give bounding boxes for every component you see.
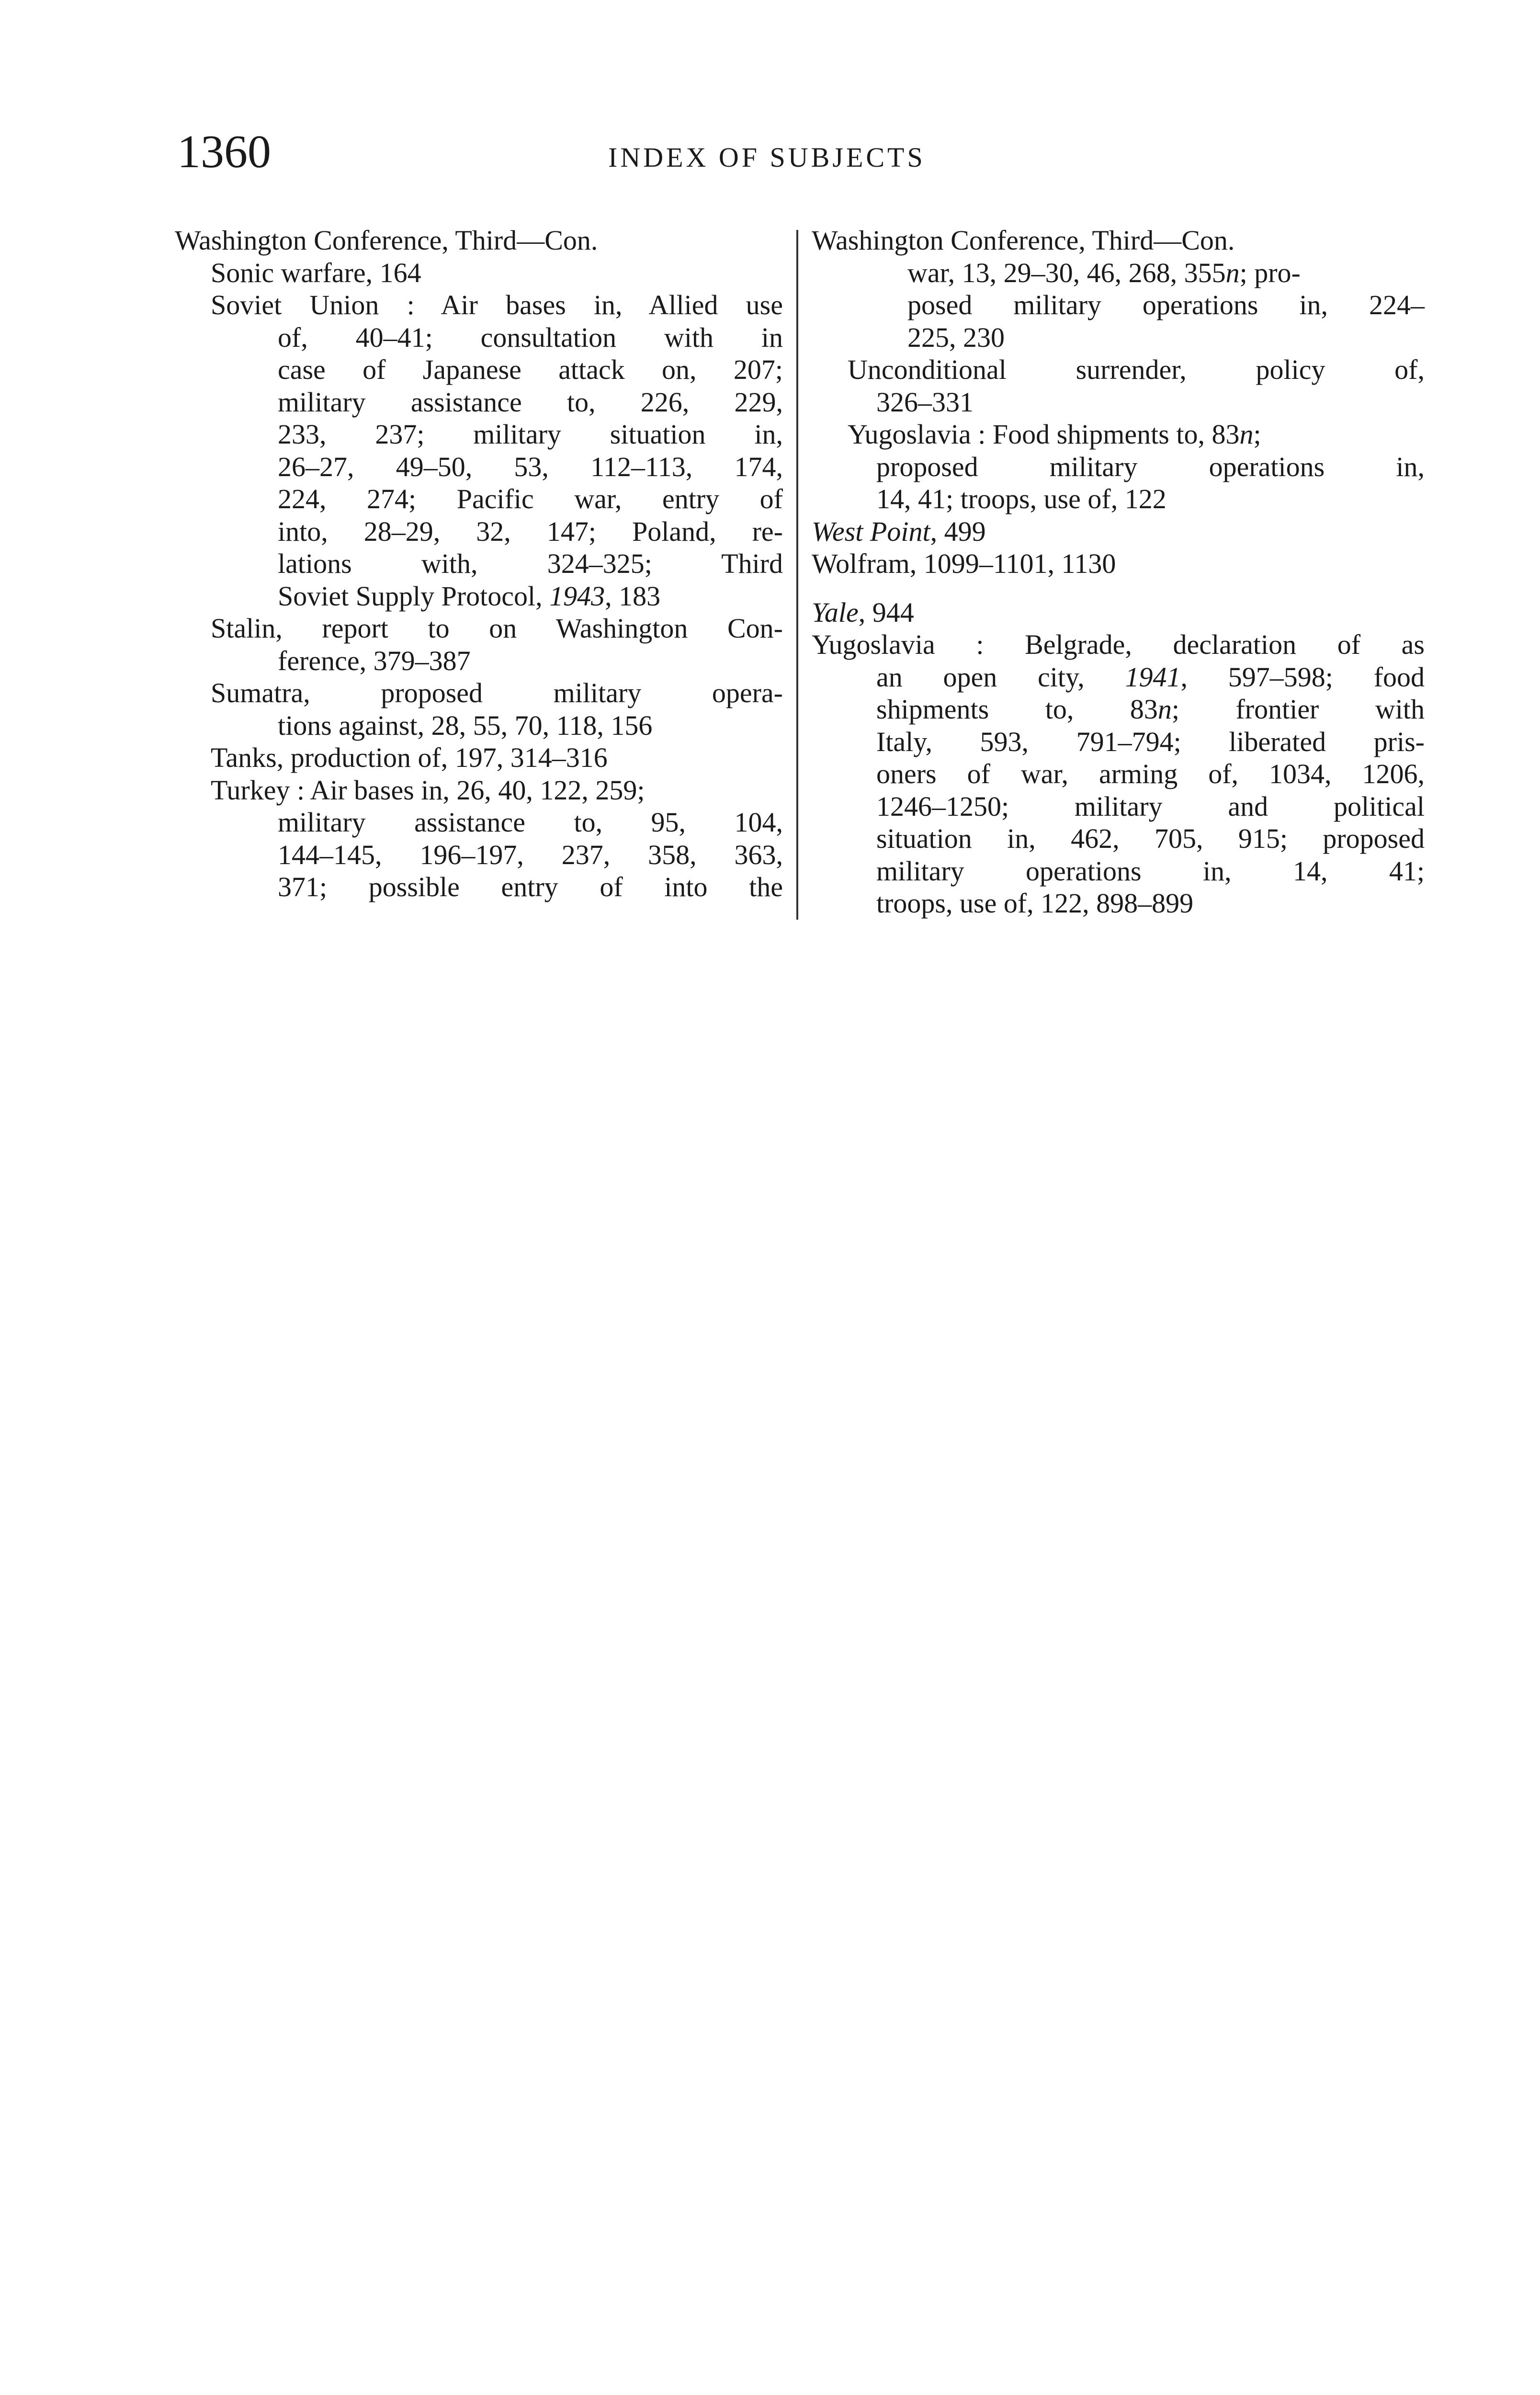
note-marker-italic: n [1239,419,1254,450]
entry-text: ; pro- [1239,257,1301,288]
index-entry-sumatra: Sumatra, proposed military opera- [211,677,783,708]
index-entry-continuation: military assistance to, 226, 229, [278,386,783,418]
index-entry-continuation: military operations in, 14, 41; [876,855,1425,887]
index-entry-continuation: lations with, 324–325; Third [278,548,783,579]
index-entry-continuation: posed military operations in, 224– [907,289,1425,320]
index-entry-yugoslavia: Yugoslavia : Belgrade, declaration of as [812,629,1425,660]
index-entry-tanks: Tanks, production of, 197, 314–316 [211,742,608,773]
index-entry-continuation: 224, 274; Pacific war, entry of [278,483,783,514]
index-entry-continuation: proposed military operations in, [876,451,1425,482]
index-entry-west-point [812,515,1425,548]
index-entry-continuation: military assistance to, 95, 104, [278,807,783,838]
column-heading: Washington Conference, Third—Con. [175,225,598,256]
entry-text: , 499 [930,515,986,547]
index-entry-continuation: 1246–1250; military and political [876,790,1425,822]
entry-text: ; [1253,419,1261,450]
index-entry-continuation: oners of war, arming of, 1034, 1206, [876,758,1425,789]
index-entry-sonic-warfare: Sonic warfare, 164 [211,257,421,288]
page-number: 1360 [177,126,271,178]
index-entry-continuation: 26–27, 49–50, 53, 112–113, 174, [278,451,783,482]
note-marker-italic: n [1157,694,1172,725]
index-entry-continuation [812,661,1425,694]
index-entry-unconditional-surrender: Unconditional surrender, policy of, [848,354,1425,385]
index-entry-continuation: Italy, 593, 791–794; liberated pris- [876,726,1425,757]
index-entry-soviet-union: Soviet Union : Air bases in, Allied use [211,289,783,320]
index-entry-continuation: 14, 41; troops, use of, 122 [876,483,1166,514]
note-marker-italic: n [1225,257,1240,288]
entry-text: Soviet Supply Protocol, [278,580,543,612]
entry-year-italic: 1941 [1125,661,1181,693]
index-entry-continuation [812,693,1425,726]
index-entry-continuation: 371; possible entry of into the [278,871,783,902]
index-entry-continuation: troops, use of, 122, 898–899 [876,888,1194,919]
index-entry-wolfram: Wolfram, 1099–1101, 1130 [812,548,1116,579]
index-entry-continuation [812,257,1425,289]
index-entry-continuation: 225, 230 [907,321,1005,353]
index-entry-continuation: situation in, 462, 705, 915; proposed [876,823,1425,854]
index-entry-continuation: 144–145, 196–197, 237, 358, 363, [278,839,783,870]
index-entry-continuation [175,580,783,613]
index-entry-continuation: ference, 379–387 [278,645,471,676]
index-entry-continuation: 326–331 [876,386,974,418]
index-entry-yale [812,596,1425,629]
running-head: INDEX OF SUBJECTS [608,142,926,173]
column-divider [796,230,798,920]
entry-year-italic: 1943 [549,580,605,612]
index-entry-continuation: case of Japanese attack on, 207; [278,354,783,385]
entry-text: , 183 [605,580,661,612]
index-entry-turkey: Turkey : Air bases in, 26, 40, 122, 259; [211,774,645,806]
entry-text: , 944 [858,596,914,628]
index-entry-continuation: 233, 237; military situation in, [278,419,783,450]
entry-text: ; frontier with [1171,694,1425,725]
entry-title-italic: Yale [812,596,859,628]
entry-text: shipments to, 83 [876,694,1158,725]
entry-text: war, 13, 29–30, 46, 268, 355 [907,257,1226,288]
entry-text: , 597–598; food [1180,661,1425,693]
entry-text: Yugoslavia : Food shipments to, 83 [848,419,1240,450]
index-entry-continuation: of, 40–41; consultation with in [278,321,783,353]
index-column-right [812,224,1425,920]
index-entry-continuation: into, 28–29, 32, 147; Poland, re- [278,515,783,547]
column-heading: Washington Conference, Third—Con. [812,225,1235,256]
entry-text: an open city, [876,661,1085,693]
index-column-left [175,224,783,903]
index-entry-yugoslavia-sub [812,418,1425,451]
section-gap [812,580,1425,596]
entry-title-italic: West Point [812,515,930,547]
index-entry-continuation: tions against, 28, 55, 70, 118, 156 [278,709,653,741]
index-entry-stalin: Stalin, report to on Washington Con- [211,613,783,644]
